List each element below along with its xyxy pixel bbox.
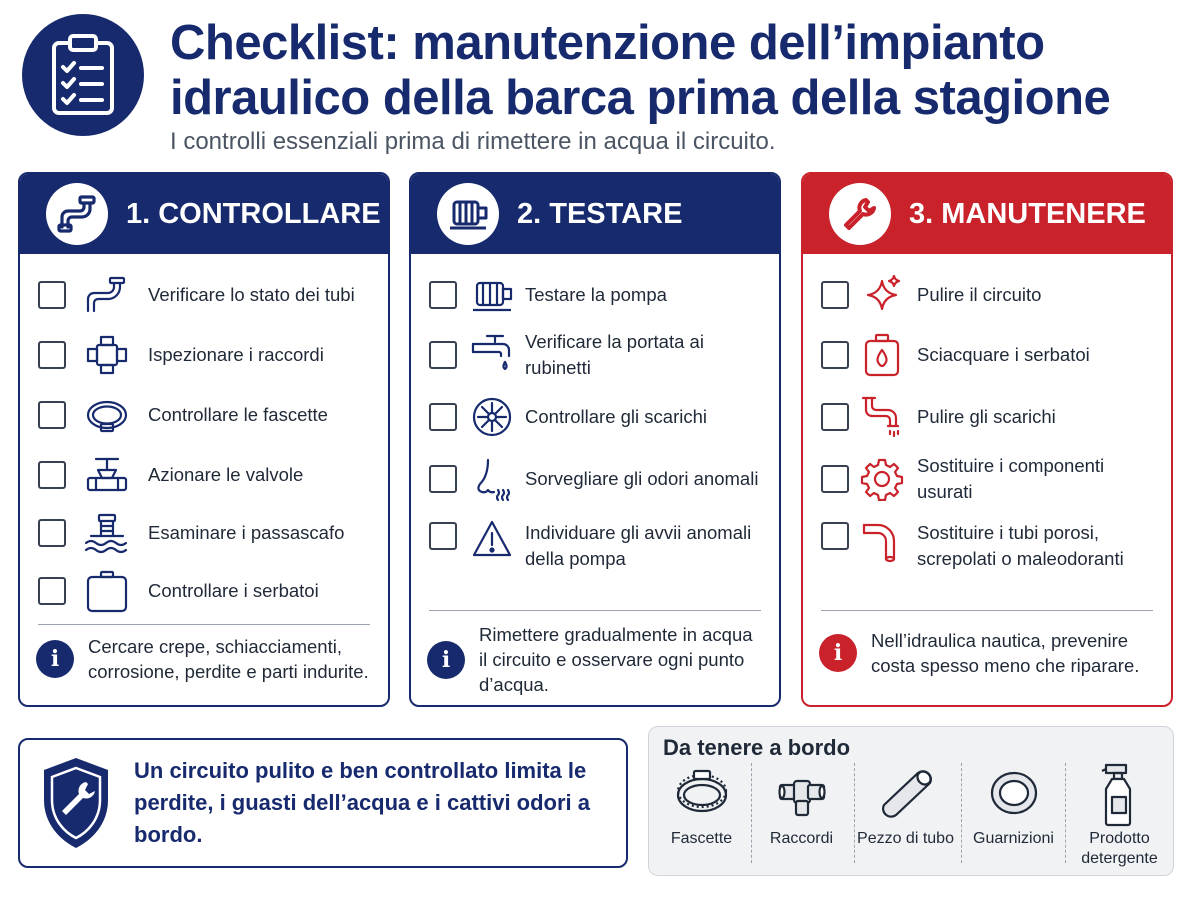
spray-bottle-icon: [1085, 757, 1155, 829]
drain-icon: [467, 394, 517, 440]
checklist-item[interactable]: [20, 568, 388, 614]
shield-wrench-icon: [36, 753, 116, 853]
item-label: Individuare gli avvii anomali della pompa: [525, 522, 752, 569]
checkbox[interactable]: [38, 281, 66, 309]
kit-item: [853, 757, 958, 873]
panel-title: 1. CONTROLLARE: [126, 197, 381, 230]
note-text: Rimettere gradualmente in acqua il circuito e osservare ogni punto d’acqua.: [479, 624, 753, 695]
checklist-item[interactable]: [411, 272, 779, 318]
checklist-item[interactable]: [803, 516, 1171, 576]
checklist-item[interactable]: [411, 516, 779, 576]
checkbox[interactable]: [38, 577, 66, 605]
item-label: Sostituire i tubi porosi, screpolati o maleodoranti: [917, 522, 1124, 569]
sparkle-icon: [857, 272, 907, 318]
kit-item-label: Fascette: [670, 830, 733, 847]
checkbox[interactable]: [821, 522, 849, 550]
kit-item-label: Pezzo di tubo: [857, 830, 954, 847]
valve-icon: [82, 452, 132, 498]
checklist-item[interactable]: [411, 456, 779, 502]
item-label: Azionare le valvole: [148, 464, 304, 485]
checkbox[interactable]: [821, 341, 849, 369]
kit-item-label: Guarnizioni: [973, 830, 1054, 847]
checklist-item[interactable]: [20, 452, 388, 498]
info-note: [427, 622, 767, 697]
tank-drop-icon: [857, 332, 907, 378]
item-label: Controllare le fascette: [148, 404, 328, 425]
info-icon: i: [819, 634, 857, 672]
checkbox[interactable]: [429, 522, 457, 550]
checklist-item[interactable]: [411, 394, 779, 440]
checkbox[interactable]: [821, 403, 849, 431]
fitting-icon: [767, 757, 837, 829]
item-label: Sostituire i componenti usurati: [917, 455, 1105, 502]
kit-item: [649, 757, 754, 873]
pipe-icon: [82, 272, 132, 318]
checklist-item[interactable]: [20, 510, 388, 556]
checklist-item[interactable]: [803, 272, 1171, 318]
summary-callout: [18, 738, 628, 868]
page-title-line-1: Checklist: manutenzione dell’impianto: [170, 16, 1045, 70]
panel-title: 2. TESTARE: [517, 197, 683, 230]
checkbox[interactable]: [429, 465, 457, 493]
divider: [429, 610, 761, 611]
item-label: Sciacquare i serbatoi: [917, 344, 1090, 365]
item-label: Ispezionare i raccordi: [148, 344, 324, 365]
callout-text: Un circuito pulito e ben controllato limita le perdite, i guasti dell’acqua e i cattivi odori a bordo.: [134, 758, 591, 847]
warning-icon: [467, 516, 517, 562]
panel-testare: [409, 172, 781, 707]
through-hull-icon: [82, 510, 132, 556]
fitting-icon: [82, 332, 132, 378]
panel-header: [411, 174, 779, 254]
panel-controllare: [18, 172, 390, 707]
hose-icon: [857, 518, 907, 564]
checklist-item[interactable]: [803, 456, 1171, 502]
item-label: Testare la pompa: [525, 284, 667, 305]
hose-clamp-icon: [82, 392, 132, 438]
checklist-item[interactable]: [803, 394, 1171, 440]
page-title: [170, 16, 1180, 126]
info-note: [36, 634, 376, 684]
page-title-line-2: idraulico della barca prima della stagione: [170, 71, 1111, 125]
item-label: Controllare gli scarichi: [525, 406, 707, 427]
note-text: Nell’idraulica nautica, prevenire costa spesso meno che riparare.: [871, 630, 1140, 676]
faucet-icon: [467, 332, 517, 378]
checkbox[interactable]: [429, 403, 457, 431]
panel-header: [803, 174, 1171, 254]
kit-item: [749, 757, 854, 873]
checklist-item[interactable]: [803, 332, 1171, 378]
panel-header: [20, 174, 388, 254]
panel-title: 3. MANUTENERE: [909, 197, 1146, 230]
checkbox[interactable]: [38, 461, 66, 489]
gasket-icon: [979, 757, 1049, 829]
tank-icon: [82, 568, 132, 614]
drain-pipe-icon: [857, 394, 907, 440]
pump-icon: [437, 183, 499, 245]
clipboard-checklist-icon: [22, 14, 144, 136]
info-icon: i: [427, 641, 465, 679]
kit-item-label: Raccordi: [769, 830, 834, 847]
checklist-item[interactable]: [411, 332, 779, 378]
nose-icon: [467, 456, 517, 502]
page-subtitle: I controlli essenziali prima di rimettere in acqua il circuito.: [170, 128, 776, 155]
pump-icon: [467, 272, 517, 318]
pipe-icon: [46, 183, 108, 245]
info-icon: i: [36, 640, 74, 678]
info-note: [819, 628, 1159, 678]
wrench-icon: [829, 183, 891, 245]
item-label: Pulire il circuito: [917, 284, 1042, 305]
item-label: Verificare lo stato dei tubi: [148, 284, 355, 305]
checkbox[interactable]: [38, 341, 66, 369]
kit-item: [1067, 757, 1172, 873]
kit-item-label: Prodotto detergente: [1081, 830, 1158, 867]
item-label: Controllare i serbatoi: [148, 580, 319, 601]
divider: [821, 610, 1153, 611]
divider: [38, 624, 370, 625]
item-label: Verificare la portata ai rubinetti: [525, 331, 704, 378]
checkbox[interactable]: [429, 341, 457, 369]
note-text: Cercare crepe, schiacciamenti, corrosione, perdite e parti indurite.: [88, 636, 369, 682]
item-label: Sorvegliare gli odori anomali: [525, 468, 759, 489]
item-label: Esaminare i passascafo: [148, 522, 345, 543]
tube-icon: [871, 757, 941, 829]
onboard-kit: [648, 726, 1174, 876]
checkbox[interactable]: [38, 401, 66, 429]
separator: [1065, 763, 1066, 863]
panel-manutenere: [801, 172, 1173, 707]
kit-item: [961, 757, 1066, 873]
checkbox[interactable]: [821, 281, 849, 309]
checkbox[interactable]: [38, 519, 66, 547]
checklist-item[interactable]: [20, 272, 388, 318]
hose-clamp-icon: [667, 757, 737, 829]
checklist-item[interactable]: [20, 392, 388, 438]
item-label: Pulire gli scarichi: [917, 406, 1056, 427]
checklist-item[interactable]: [20, 332, 388, 378]
checkbox[interactable]: [429, 281, 457, 309]
kit-title: Da tenere a bordo: [663, 735, 851, 760]
gear-icon: [857, 456, 907, 502]
checkbox[interactable]: [821, 465, 849, 493]
